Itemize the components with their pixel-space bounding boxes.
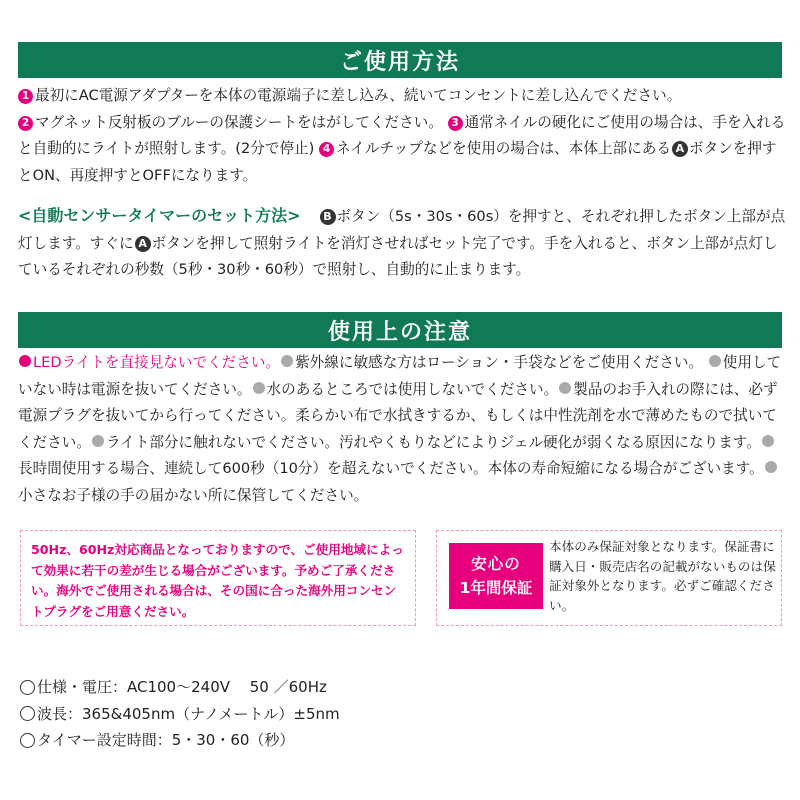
- step-1-text: 最初にAC電源アダプターを本体の電源端子に差し込み、続いてコンセントに差し込んでください。: [35, 87, 682, 104]
- warranty-badge-line-1: 安心の: [471, 555, 521, 573]
- sensor-text-1: ボタン（5s・30s・60s）を押すと、それぞれ押したボタン上部が点灯します。すぐに: [18, 208, 786, 252]
- bullet-icon: [762, 435, 774, 447]
- bullet-icon: [281, 355, 293, 367]
- warranty-badge-line-2: 1年間保証: [459, 579, 533, 597]
- caution-1: LEDライトを直接見ないでください。: [33, 354, 281, 371]
- bullet-icon: [559, 382, 571, 394]
- step-3-number-icon: 3: [448, 116, 463, 131]
- circle-bullet-icon: [20, 706, 35, 721]
- spec-timer: タイマー設定時間：5・30・60（秒）: [37, 731, 295, 749]
- bullet-icon: [92, 435, 104, 447]
- spec-row: [20, 727, 340, 754]
- step-4-text-a: ネイルチップなどを使用の場合は、本体上部にある: [336, 140, 671, 157]
- sensor-timer-heading: <自動センサータイマーのセット方法>: [18, 206, 301, 225]
- caution-3: 使用していない時は電源を抜いてください。: [18, 354, 782, 398]
- usage-instructions: [18, 83, 788, 189]
- step-1-number-icon: 1: [18, 89, 33, 104]
- step-3-text: 通常ネイルの硬化にご使用の場合は、手を入れると自動的にライトが照射します。(2分で停止): [18, 113, 786, 157]
- step-4-text-b: ボタンを押すとON、再度押すとOFFになります。: [18, 140, 777, 184]
- bullet-icon: [709, 355, 721, 367]
- circle-bullet-icon: [20, 733, 35, 748]
- step-2-text: マグネット反射板のブルーの保護シートをはがしてください。: [35, 113, 443, 131]
- pink-bullet-icon: [19, 355, 31, 367]
- bullet-icon: [253, 382, 265, 394]
- caution-5: 製品のお手入れの際には、必ず電源プラグを抜いてから行ってください。柔らかい布で水拭きするか、もしくは中性洗剤を水で薄めたもので拭いてください。: [18, 380, 778, 451]
- cautions-list: [18, 350, 788, 509]
- caution-8: 小さなお子様の手の届かない所に保管してください。: [18, 486, 369, 504]
- spec-list: [20, 674, 340, 754]
- step-2-number-icon: 2: [18, 116, 33, 131]
- cautions-section-header: 使用上の注意: [18, 312, 782, 348]
- spec-wavelength: 波長：365&405nm（ナノメートル）±5nm: [37, 704, 340, 723]
- warranty-text: 本体のみ保証対象となります。保証書に購入日・販売店名の記載がないものは保証対象外となります。必ずご確認ください。: [549, 539, 776, 613]
- circle-bullet-icon: [20, 680, 35, 695]
- caution-6: ライト部分に触れないでください。汚れやくもりなどによりジェル硬化が弱くなる原因になります。: [105, 433, 761, 451]
- sensor-timer-instructions: [18, 203, 788, 284]
- frequency-notice-box: [20, 530, 416, 626]
- frequency-notice-text: 50Hz、60Hz対応商品となっておりますので、ご使用地域によって効果に若干の差が生じる場合がございます。予めご了承ください。海外でご使用される場合は、その国に合った海外用コンセントプラグをご用意ください。: [31, 542, 404, 619]
- spec-voltage: 仕様・電圧：AC100〜240V 50 ／60Hz: [37, 678, 327, 696]
- button-a-icon: A: [672, 141, 688, 157]
- usage-section-header: ご使用方法: [18, 42, 782, 78]
- caution-7: 長時間使用する場合、連続して600秒（10分）を超えないでください。本体の寿命短縮になる場合がございます。: [18, 460, 764, 477]
- step-4-number-icon: 4: [319, 142, 334, 157]
- caution-4: 水のあるところでは使用しないでください。: [266, 380, 559, 398]
- spec-row: [20, 674, 340, 701]
- sensor-text-2: ボタンを押して照射ライトを消灯させればセット完了です。手を入れると、ボタン上部が点灯しているそれぞれの秒数（5秒・30秒・60秒）で照射し、自動的に止まります。: [18, 234, 778, 278]
- spec-row: [20, 701, 340, 728]
- warranty-box: [436, 530, 782, 626]
- button-a-icon: A: [135, 236, 151, 252]
- caution-2: 紫外線に敏感な方はローション・手袋などをご使用ください。: [295, 354, 704, 371]
- bullet-icon: [765, 461, 777, 473]
- button-b-icon: B: [320, 209, 336, 225]
- warranty-badge: [449, 543, 543, 609]
